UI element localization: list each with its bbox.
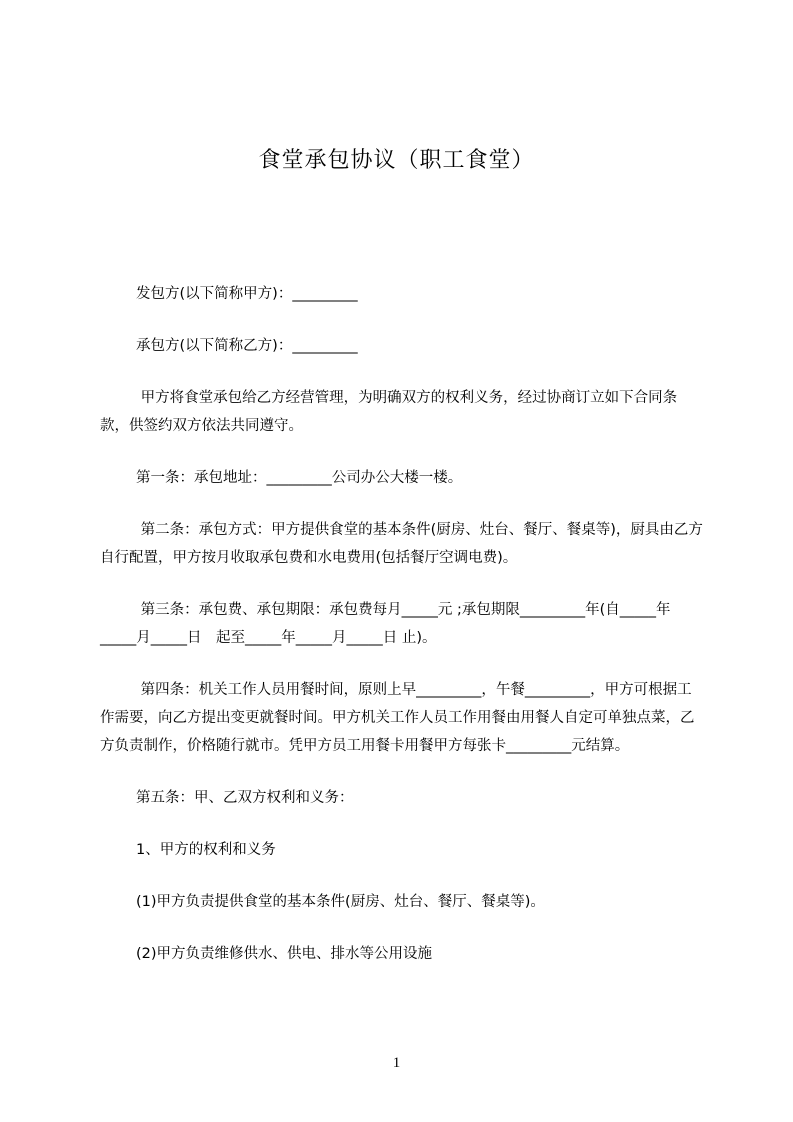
preamble-paragraph: 甲方将食堂承包给乙方经营管理，为明确双方的权利义务，经过协商订立如下合同条款，供签约双方依法共同遵守。 [100,390,678,434]
clause-1-paragraph: (1)甲方负责提供食堂的基本条件(厨房、灶台、餐厅、餐桌等)。 [136,894,545,910]
article-1-paragraph: 第一条：承包地址：_________公司办公大楼一楼。 [136,470,463,486]
clause-2-paragraph: (2)甲方负责维修供水、供电、排水等公用设施 [136,946,433,962]
page-number: 1 [392,1055,401,1071]
document-title: 食堂承包协议（职工食堂） [258,148,535,173]
section-1-heading: 1、甲方的权利和义务 [136,842,276,858]
document-body [100,280,703,992]
article-5-heading: 第五条：甲、乙双方权利和义务： [136,790,354,806]
party-a-line: 发包方(以下简称甲方)：_________ [136,286,358,302]
article-4-paragraph: 第四条：机关工作人员用餐时间，原则上早_________，午餐_________，甲方可根据工作需要，向乙方提出变更就餐时间。甲方机关工作人员工作用餐由用餐人自定可单独点菜，乙方负责制作，价格随行就市。凭甲方员工用餐卡用餐甲方每张卡_________元结算。 [100,682,695,754]
article-2-paragraph: 第二条：承包方式：甲方提供食堂的基本条件(厨房、灶台、餐厅、餐桌等)，厨具由乙方自行配置，甲方按月收取承包费和水电费用(包括餐厅空调电费)。 [100,522,703,566]
party-b-line: 承包方(以下简称乙方)：_________ [136,338,358,354]
article-3-paragraph: 第三条：承包费、承包期限：承包费每月_____元 ;承包期限_________年(自_____年_____月_____日 起至_____年_____月_____日 止)。 [100,602,671,646]
